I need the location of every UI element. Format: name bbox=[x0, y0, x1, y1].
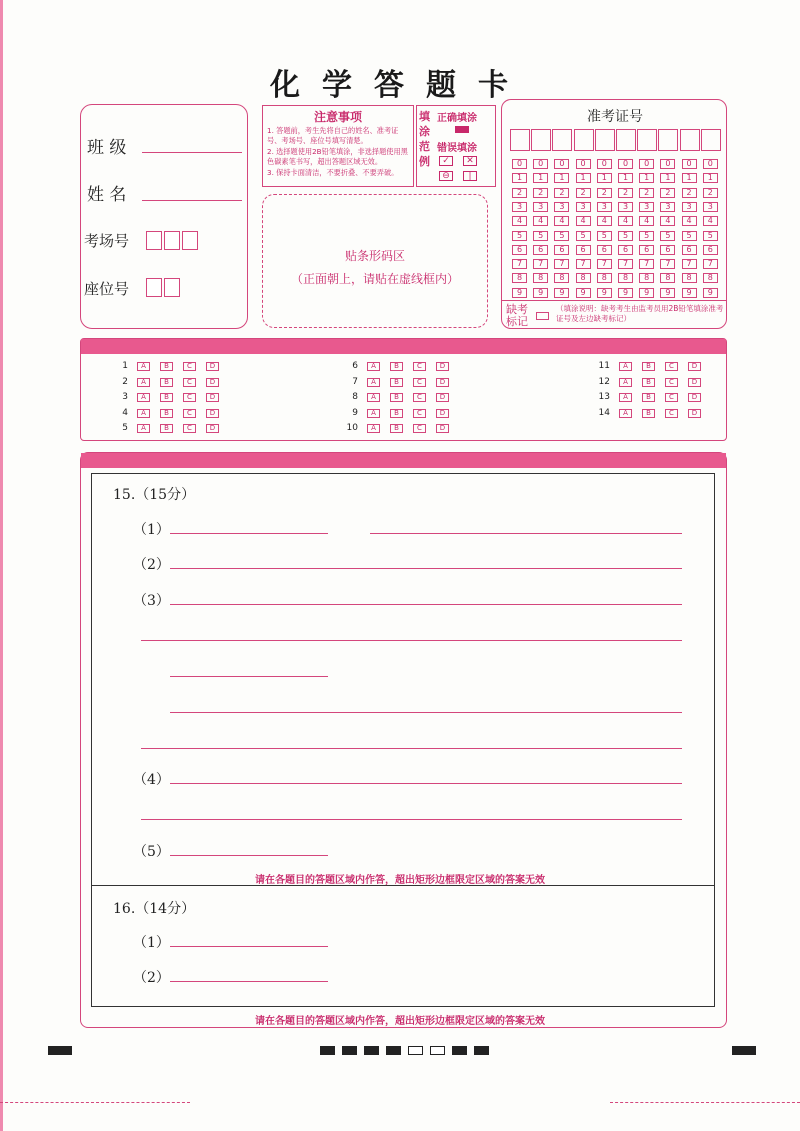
exam-id-bubble[interactable]: 3 bbox=[703, 202, 718, 212]
exam-id-bubble[interactable]: 7 bbox=[512, 259, 527, 269]
room-box-2[interactable] bbox=[164, 231, 180, 250]
choice-option-a[interactable]: A bbox=[619, 378, 632, 387]
choice-option-c[interactable]: C bbox=[183, 424, 196, 433]
choice-option-c[interactable]: C bbox=[665, 393, 678, 402]
exam-id-bubble[interactable]: 7 bbox=[597, 259, 612, 269]
exam-id-bubble[interactable]: 8 bbox=[512, 273, 527, 283]
choice-option-b[interactable]: B bbox=[160, 362, 173, 371]
q15-part1-line-a[interactable] bbox=[170, 533, 328, 534]
choice-option-c[interactable]: C bbox=[665, 378, 678, 387]
choice-option-a[interactable]: A bbox=[367, 393, 380, 402]
q16-part2-line[interactable] bbox=[170, 981, 328, 982]
fill-example-box bbox=[416, 105, 496, 187]
choice-option-a[interactable]: A bbox=[367, 378, 380, 387]
q16-part1-line[interactable] bbox=[170, 946, 328, 947]
choice-option-d[interactable]: D bbox=[206, 409, 219, 418]
exam-id-bubble[interactable]: 5 bbox=[533, 231, 548, 241]
exam-id-bubble[interactable]: 3 bbox=[597, 202, 612, 212]
exam-id-bubble[interactable]: 4 bbox=[639, 216, 654, 226]
choice-number: 8 bbox=[352, 392, 358, 402]
q15-part4-line-2[interactable] bbox=[141, 819, 682, 820]
exam-id-bubble[interactable]: 5 bbox=[554, 231, 569, 241]
choice-option-a[interactable]: A bbox=[367, 424, 380, 433]
exam-id-bubble[interactable]: 3 bbox=[618, 202, 633, 212]
choice-band bbox=[81, 339, 726, 354]
choice-option-a[interactable]: A bbox=[619, 409, 632, 418]
exam-id-bubble[interactable]: 7 bbox=[639, 259, 654, 269]
room-label: 考场号 bbox=[84, 232, 130, 250]
bottom-warning: 请在各题目的答题区域内作答，超出矩形边框限定区域的答案无效 bbox=[255, 1016, 545, 1027]
choice-option-b[interactable]: B bbox=[160, 409, 173, 418]
q15-part1-label: （1） bbox=[133, 522, 170, 538]
exam-id-bubble[interactable]: 0 bbox=[618, 159, 633, 169]
notice-heading: 注意事项 bbox=[313, 110, 362, 124]
exam-id-cell-5[interactable] bbox=[595, 129, 615, 151]
card-title: 化学答题卡 bbox=[270, 68, 530, 103]
exam-id-cell-7[interactable] bbox=[637, 129, 657, 151]
absent-divider bbox=[502, 300, 726, 301]
class-field[interactable] bbox=[142, 152, 242, 153]
exam-id-bubble[interactable]: 5 bbox=[660, 231, 675, 241]
fill-wrong-check-icon: ✓ bbox=[439, 156, 453, 166]
choice-number: 11 bbox=[598, 361, 610, 371]
q15-part3-line-4[interactable] bbox=[170, 712, 682, 713]
q15-part3-line-5[interactable] bbox=[141, 748, 682, 749]
choice-option-a[interactable]: A bbox=[137, 393, 150, 402]
exam-id-bubble[interactable]: 1 bbox=[682, 173, 697, 183]
choice-option-d[interactable]: D bbox=[436, 378, 449, 387]
exam-id-bubble[interactable]: 2 bbox=[597, 188, 612, 198]
choice-option-b[interactable]: B bbox=[390, 362, 403, 371]
exam-id-bubble[interactable]: 3 bbox=[639, 202, 654, 212]
exam-id-title: 准考证号 bbox=[587, 109, 643, 125]
exam-id-box bbox=[501, 99, 727, 329]
exam-id-bubble[interactable]: 9 bbox=[512, 288, 527, 298]
timing-mark-3 bbox=[364, 1046, 379, 1055]
choice-option-b[interactable]: B bbox=[390, 393, 403, 402]
q15-part1-line-b[interactable] bbox=[370, 533, 682, 534]
q15-warning: 请在各题目的答题区域内作答，超出矩形边框限定区域的答案无效 bbox=[255, 875, 545, 886]
answer-band bbox=[81, 453, 726, 468]
exam-id-bubble[interactable]: 7 bbox=[703, 259, 718, 269]
exam-id-bubble[interactable]: 1 bbox=[639, 173, 654, 183]
exam-id-bubble[interactable]: 9 bbox=[597, 288, 612, 298]
choice-option-c[interactable]: C bbox=[413, 424, 426, 433]
exam-id-bubble[interactable]: 2 bbox=[682, 188, 697, 198]
exam-id-bubble[interactable]: 5 bbox=[682, 231, 697, 241]
choice-number: 9 bbox=[352, 407, 358, 418]
fill-wrong-slash-icon: ⊖ bbox=[439, 171, 453, 181]
q15-part3-line-2[interactable] bbox=[141, 640, 682, 641]
choice-option-c[interactable]: C bbox=[183, 393, 196, 402]
exam-id-cell-10[interactable] bbox=[701, 129, 721, 151]
exam-id-bubble[interactable]: 3 bbox=[660, 202, 675, 212]
absent-label: 缺考标记 bbox=[506, 303, 528, 328]
exam-id-bubble[interactable]: 8 bbox=[660, 273, 675, 283]
fill-wrong-half-icon: | bbox=[463, 171, 477, 181]
exam-id-cell-8[interactable] bbox=[658, 129, 678, 151]
exam-id-bubble[interactable]: 4 bbox=[703, 216, 718, 226]
choice-option-c[interactable]: C bbox=[183, 362, 196, 371]
exam-id-cell-3[interactable] bbox=[552, 129, 572, 151]
exam-id-bubble[interactable]: 0 bbox=[703, 159, 718, 169]
choice-option-d[interactable]: D bbox=[688, 378, 701, 387]
class-label: 班 级 bbox=[87, 138, 127, 158]
choice-number: 5 bbox=[122, 423, 128, 433]
barcode-line1: 贴条形码区 bbox=[344, 249, 405, 263]
exam-id-cell-2[interactable] bbox=[531, 129, 551, 151]
q15-part3-label: （3） bbox=[133, 593, 170, 609]
exam-id-bubble[interactable]: 0 bbox=[576, 159, 591, 169]
seat-label: 座位号 bbox=[84, 280, 130, 298]
exam-id-bubble[interactable]: 2 bbox=[703, 188, 718, 198]
q15-part2-line[interactable] bbox=[170, 568, 682, 569]
choice-option-c[interactable]: C bbox=[413, 409, 426, 418]
choice-option-b[interactable]: B bbox=[390, 424, 403, 433]
exam-id-bubble[interactable]: 1 bbox=[660, 173, 675, 183]
exam-id-bubble[interactable]: 1 bbox=[533, 173, 548, 183]
exam-id-bubble[interactable]: 7 bbox=[533, 259, 548, 269]
q15-part3-line-3[interactable] bbox=[170, 676, 328, 677]
exam-id-bubble[interactable]: 0 bbox=[597, 159, 612, 169]
choice-option-b[interactable]: B bbox=[642, 393, 655, 402]
exam-id-bubble[interactable]: 0 bbox=[682, 159, 697, 169]
fill-correct-mark bbox=[455, 126, 469, 133]
exam-id-cell-9[interactable] bbox=[680, 129, 700, 151]
choice-option-a[interactable]: A bbox=[137, 362, 150, 371]
exam-id-bubble[interactable]: 7 bbox=[660, 259, 675, 269]
exam-id-bubble[interactable]: 1 bbox=[576, 173, 591, 183]
seat-box-1[interactable] bbox=[146, 278, 162, 297]
exam-id-bubble[interactable]: 6 bbox=[512, 245, 527, 255]
fill-correct-label: 正确填涂 bbox=[437, 113, 477, 124]
exam-id-bubble[interactable]: 2 bbox=[533, 188, 548, 198]
exam-id-bubble[interactable]: 5 bbox=[597, 231, 612, 241]
q16-part2-label: （2） bbox=[133, 970, 170, 986]
exam-id-cell-1[interactable] bbox=[510, 129, 530, 151]
fill-wrong-label: 错误填涂 bbox=[437, 143, 477, 154]
exam-id-bubble[interactable]: 5 bbox=[639, 231, 654, 241]
exam-id-bubble[interactable]: 4 bbox=[554, 216, 569, 226]
exam-id-bubble[interactable]: 8 bbox=[597, 273, 612, 283]
exam-id-bubble[interactable]: 6 bbox=[682, 245, 697, 255]
name-label: 姓 名 bbox=[87, 185, 127, 205]
exam-id-bubble[interactable]: 1 bbox=[597, 173, 612, 183]
exam-id-bubble[interactable]: 4 bbox=[597, 216, 612, 226]
exam-id-bubble[interactable]: 6 bbox=[618, 245, 633, 255]
choice-number: 4 bbox=[122, 407, 128, 418]
choice-option-b[interactable]: B bbox=[160, 393, 173, 402]
exam-id-bubble[interactable]: 6 bbox=[639, 245, 654, 255]
choice-option-a[interactable]: A bbox=[619, 362, 632, 371]
choice-option-c[interactable]: C bbox=[413, 393, 426, 402]
bottom-dashed-line-left bbox=[0, 1102, 190, 1103]
exam-id-bubble[interactable]: 2 bbox=[512, 188, 527, 198]
timing-mark-2 bbox=[342, 1046, 357, 1055]
exam-id-bubble[interactable]: 8 bbox=[618, 273, 633, 283]
exam-id-bubble[interactable]: 4 bbox=[682, 216, 697, 226]
choice-option-d[interactable]: D bbox=[206, 424, 219, 433]
exam-id-bubble[interactable]: 6 bbox=[660, 245, 675, 255]
exam-id-bubble[interactable]: 9 bbox=[533, 288, 548, 298]
choice-option-c[interactable]: C bbox=[183, 409, 196, 418]
choice-option-d[interactable]: D bbox=[206, 362, 219, 371]
bottom-dashed-line-right bbox=[610, 1102, 800, 1103]
choice-number: 6 bbox=[352, 361, 358, 371]
choice-option-d[interactable]: D bbox=[436, 409, 449, 418]
choice-number: 1 bbox=[122, 361, 128, 371]
exam-id-bubble[interactable]: 9 bbox=[576, 288, 591, 298]
choice-option-d[interactable]: D bbox=[688, 393, 701, 402]
choice-option-c[interactable]: C bbox=[413, 362, 426, 371]
exam-id-bubble[interactable]: 4 bbox=[576, 216, 591, 226]
exam-id-bubble[interactable]: 6 bbox=[554, 245, 569, 255]
choice-option-b[interactable]: B bbox=[642, 362, 655, 371]
exam-id-bubble[interactable]: 6 bbox=[703, 245, 718, 255]
timing-mark-6 bbox=[430, 1046, 445, 1055]
timing-mark-left bbox=[48, 1046, 72, 1055]
choice-option-a[interactable]: A bbox=[619, 393, 632, 402]
seat-box-2[interactable] bbox=[164, 278, 180, 297]
choice-option-d[interactable]: D bbox=[436, 362, 449, 371]
exam-id-bubble[interactable]: 9 bbox=[703, 288, 718, 298]
exam-id-bubble[interactable]: 8 bbox=[533, 273, 548, 283]
exam-id-bubble[interactable]: 8 bbox=[576, 273, 591, 283]
notice-item-1: 1. 答题前，考生先将自己的姓名、准考证号、考场号、座位号填写清楚。 bbox=[267, 126, 399, 145]
exam-id-bubble[interactable]: 8 bbox=[554, 273, 569, 283]
exam-id-bubble[interactable]: 7 bbox=[554, 259, 569, 269]
fill-wrong-cross-icon: ✕ bbox=[463, 156, 477, 166]
choice-option-a[interactable]: A bbox=[137, 424, 150, 433]
exam-id-bubble[interactable]: 7 bbox=[618, 259, 633, 269]
choice-option-d[interactable]: D bbox=[436, 393, 449, 402]
left-edge-bar bbox=[0, 0, 3, 1131]
exam-id-bubble[interactable]: 3 bbox=[682, 202, 697, 212]
choice-number: 7 bbox=[352, 376, 358, 387]
exam-id-bubble[interactable]: 3 bbox=[576, 202, 591, 212]
q16-part1-label: （1） bbox=[133, 935, 170, 951]
exam-id-bubble[interactable]: 0 bbox=[639, 159, 654, 169]
timing-mark-7 bbox=[452, 1046, 467, 1055]
q15-title: 15.（15分） bbox=[113, 487, 196, 503]
exam-id-bubble[interactable]: 0 bbox=[660, 159, 675, 169]
choice-option-d[interactable]: D bbox=[206, 393, 219, 402]
exam-id-bubble[interactable]: 9 bbox=[682, 288, 697, 298]
choice-option-b[interactable]: B bbox=[160, 424, 173, 433]
choice-number: 2 bbox=[122, 376, 128, 387]
notice-box bbox=[262, 105, 414, 187]
exam-id-bubble[interactable]: 1 bbox=[618, 173, 633, 183]
timing-mark-4 bbox=[386, 1046, 401, 1055]
exam-id-bubble[interactable]: 8 bbox=[703, 273, 718, 283]
choice-option-b[interactable]: B bbox=[642, 409, 655, 418]
choice-option-a[interactable]: A bbox=[367, 409, 380, 418]
choice-option-d[interactable]: D bbox=[436, 424, 449, 433]
choice-option-d[interactable]: D bbox=[688, 409, 701, 418]
timing-mark-right bbox=[732, 1046, 756, 1055]
q15-part3-line-1[interactable] bbox=[170, 604, 682, 605]
exam-id-bubble[interactable]: 1 bbox=[554, 173, 569, 183]
choice-number: 13 bbox=[598, 392, 610, 402]
exam-id-bubble[interactable]: 9 bbox=[618, 288, 633, 298]
timing-mark-1 bbox=[320, 1046, 335, 1055]
exam-id-bubble[interactable]: 6 bbox=[597, 245, 612, 255]
barcode-line2: （正面朝上，请贴在虚线框内） bbox=[290, 272, 459, 286]
exam-id-bubble[interactable]: 2 bbox=[660, 188, 675, 198]
exam-id-bubble[interactable]: 9 bbox=[660, 288, 675, 298]
exam-id-bubble[interactable]: 5 bbox=[512, 231, 527, 241]
exam-id-bubble[interactable]: 7 bbox=[576, 259, 591, 269]
exam-id-bubble[interactable]: 2 bbox=[639, 188, 654, 198]
exam-id-cell-4[interactable] bbox=[574, 129, 594, 151]
exam-id-bubble[interactable]: 3 bbox=[554, 202, 569, 212]
choice-option-b[interactable]: B bbox=[160, 378, 173, 387]
choice-option-a[interactable]: A bbox=[137, 378, 150, 387]
choice-option-c[interactable]: C bbox=[665, 362, 678, 371]
exam-id-bubble[interactable]: 3 bbox=[533, 202, 548, 212]
absent-note: （填涂说明：缺考考生由监考员用2B铅笔填涂准考证号及左边缺考标记） bbox=[556, 304, 724, 323]
exam-id-bubble[interactable]: 5 bbox=[703, 231, 718, 241]
choice-option-c[interactable]: C bbox=[413, 378, 426, 387]
exam-id-bubble[interactable]: 9 bbox=[554, 288, 569, 298]
q16-title: 16.（14分） bbox=[113, 901, 196, 917]
exam-id-bubble[interactable]: 0 bbox=[533, 159, 548, 169]
exam-id-bubble[interactable]: 2 bbox=[554, 188, 569, 198]
choice-option-d[interactable]: D bbox=[688, 362, 701, 371]
timing-mark-5 bbox=[408, 1046, 423, 1055]
choice-option-c[interactable]: C bbox=[183, 378, 196, 387]
name-field[interactable] bbox=[142, 200, 242, 201]
exam-id-bubble[interactable]: 1 bbox=[703, 173, 718, 183]
exam-id-bubble[interactable]: 3 bbox=[512, 202, 527, 212]
q15-part2-label: （2） bbox=[133, 557, 170, 573]
choice-number: 14 bbox=[598, 407, 610, 418]
choice-number: 10 bbox=[346, 423, 358, 433]
q15-part5-label: （5） bbox=[133, 844, 170, 860]
choice-option-d[interactable]: D bbox=[206, 378, 219, 387]
choice-number: 12 bbox=[598, 376, 610, 387]
exam-id-bubble[interactable]: 4 bbox=[660, 216, 675, 226]
exam-id-bubble[interactable]: 5 bbox=[618, 231, 633, 241]
exam-id-bubble[interactable]: 2 bbox=[576, 188, 591, 198]
exam-id-bubble[interactable]: 6 bbox=[576, 245, 591, 255]
exam-id-bubble[interactable]: 4 bbox=[533, 216, 548, 226]
choice-option-a[interactable]: A bbox=[137, 409, 150, 418]
exam-id-bubble[interactable]: 6 bbox=[533, 245, 548, 255]
exam-id-cell-6[interactable] bbox=[616, 129, 636, 151]
exam-id-bubble[interactable]: 8 bbox=[639, 273, 654, 283]
fill-example-label: 填涂范例 bbox=[419, 110, 430, 168]
exam-id-bubble[interactable]: 9 bbox=[639, 288, 654, 298]
choice-number: 3 bbox=[122, 392, 128, 402]
absent-checkbox[interactable] bbox=[536, 312, 549, 320]
barcode-area bbox=[262, 194, 488, 328]
choice-option-b[interactable]: B bbox=[390, 409, 403, 418]
q15-part5-line[interactable] bbox=[170, 855, 328, 856]
exam-id-bubble[interactable]: 4 bbox=[618, 216, 633, 226]
exam-id-bubble[interactable]: 0 bbox=[554, 159, 569, 169]
timing-mark-8 bbox=[474, 1046, 489, 1055]
room-box-1[interactable] bbox=[146, 231, 162, 250]
choice-option-b[interactable]: B bbox=[390, 378, 403, 387]
answer-inner-frame bbox=[91, 473, 715, 1007]
exam-id-bubble[interactable]: 8 bbox=[682, 273, 697, 283]
notice-item-3: 3. 保持卡面清洁，不要折叠、不要弄破。 bbox=[267, 168, 399, 177]
q15-part4-label: （4） bbox=[133, 772, 170, 788]
exam-id-bubble[interactable]: 7 bbox=[682, 259, 697, 269]
room-box-3[interactable] bbox=[182, 231, 198, 250]
exam-id-bubble[interactable]: 2 bbox=[618, 188, 633, 198]
exam-id-bubble[interactable]: 1 bbox=[512, 173, 527, 183]
q15-part4-line-1[interactable] bbox=[170, 783, 682, 784]
exam-id-bubble[interactable]: 0 bbox=[512, 159, 527, 169]
exam-id-bubble[interactable]: 4 bbox=[512, 216, 527, 226]
choice-option-a[interactable]: A bbox=[367, 362, 380, 371]
exam-id-bubble[interactable]: 5 bbox=[576, 231, 591, 241]
choice-option-b[interactable]: B bbox=[642, 378, 655, 387]
choice-option-c[interactable]: C bbox=[665, 409, 678, 418]
notice-item-2: 2. 选择题使用2B铅笔填涂，非选择题使用黑色碳素笔书写，超出答题区域无效。 bbox=[267, 147, 408, 166]
